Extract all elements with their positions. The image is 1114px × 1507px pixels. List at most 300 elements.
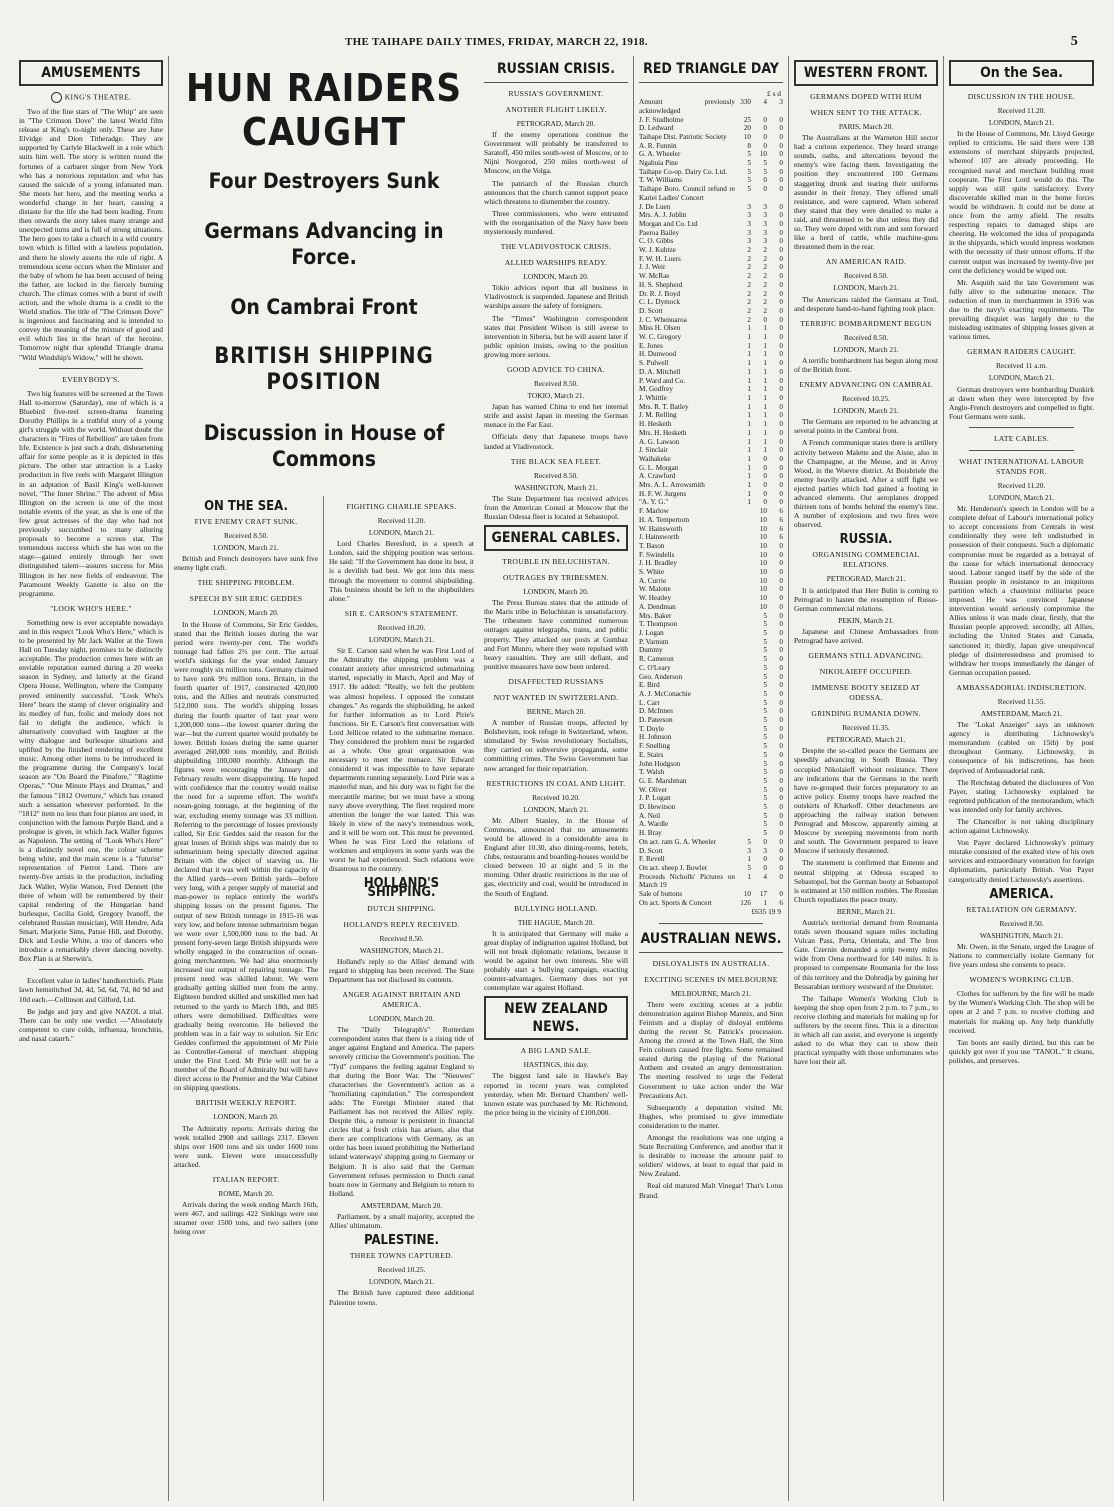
subscription-amount: 0 [779, 115, 783, 124]
subscription-amount: 1 [747, 428, 751, 437]
article-text: The "Lokal Anzeiger" says an unknown agency is distributing Lichnowsky's memorandum (cabled on 15th) by post throughout Germany. Lichnowsky, in consequence of his indiscretions, has been deprived of Ambassadorial rank. [949, 720, 1094, 775]
subscription-amount: 8 [747, 141, 751, 150]
subscriber-name: J. H. Bradley [639, 559, 677, 568]
subscription-amount [735, 760, 751, 769]
subscription-amount: 2 [763, 254, 767, 263]
subscriber-name: H. F. W. Jurgens [639, 489, 687, 498]
subscription-amount: 5 [763, 637, 767, 646]
subscription-amount: 1 [763, 324, 767, 333]
subhead: GERMANS DOPED WITH RUM [810, 92, 922, 101]
subscription-amount: 0 [779, 472, 783, 481]
subhead: RESTRICTIONS IN COAL AND LIGHT. [486, 778, 626, 788]
subscriber-name: Dr. R. J. Boyd [639, 289, 681, 298]
subscriber-name: T. Doyle [639, 724, 665, 733]
subscription-amount: 0 [779, 463, 783, 472]
subhead: TERRIFIC BOMBARDMENT BEGUN [800, 318, 932, 328]
subscription-row [639, 533, 783, 542]
subhead: DISCUSSION IN THE HOUSE. [967, 92, 1076, 101]
article-text: There were exciting scenes at a public demonstration against Bishop Mannix, and Sinn Feinism and a display of disloyal emblems during the recent St. Patrick's procession. Among the crowd at the Town Hall, the Sinn Fein colours caused free fights. Some remained seated during the playing of the National Anthem and created an angry demonstration. The meeting resolved to urge the Federal Government to take action under the War Precautions Act. [639, 999, 783, 1100]
deck-cambrai: On Cambrai Front [230, 295, 418, 319]
subscriber-name: F. Revell [639, 855, 665, 864]
subscription-amount: 0 [779, 211, 783, 220]
hollands-shipping-head: HOLLAND'S SHIPPING. [363, 876, 440, 901]
subscriber-name: C. O'Leary [639, 663, 671, 672]
subscription-amount: 0 [779, 576, 783, 585]
look-whos-here-text: Something new is ever acceptable nowadays and in this respect "Look Who's Here," which is to be presented by Mr Jack Waller at the Town Hall on Tuesday night, promises to be distinctly acceptable. The production comes here with an enviable reputation earned during a 20 weeks season in Sydney, and latterly at the Grand Opera House, Wellington, where the Company proved eminently successful. "Look Who's Here" bears the stamp of clever originality and its medley of fun, frolic and melody does not fail to delight the audience, which is alternatively convulsed with laughter at the witty dialogue and burlesque situations and uplifted by the finished rendering of excellent music. Among other items to be introduced in the programme during the Company's local season are "On Board the Pinafore," "Ragtime Operas," "One Minute Plays and Dramas," and the famous "1812 Overture," which has created such a sensation wherever performed. In the "1812" item no less than four pianos are used, in conjunction with the famous Purple Band, and a prologue is given, in which Jack Waller figures as Napoleon. The setting of "Look Who's Here" is a distinctly novel one, the colour scheme being white, and the main scene is a "futurist" representation of Pierrot Land. There are twenty-five artists in the production, including Jack Waller, Wylie Watson, Fred Dennett (the three of whom will be remembered by their capital rendering of the Hungarian band burlesque, Cecilia Gold, Gregory Ivanoff, the celebrated Russian musician), Will Hendre, Ada Smart, Marjorie Sims, Patsie Hill, and Dorothy, Dick and Leslie White, a trio of dancers who introduce a remarkably clever dancing novelty. Box Plan is at Sherwin's. [19, 617, 163, 964]
subscription-row [639, 594, 783, 603]
subhead: EXCITING SCENES IN MELBOURNE [644, 974, 778, 984]
received-time: Received 8.50. [223, 531, 269, 541]
subscription-row [639, 803, 783, 812]
subscription-row [639, 342, 783, 351]
subscription-amount: 0 [763, 498, 767, 507]
received-time: Received 8.50. [379, 933, 424, 943]
subscription-amount: 0 [779, 716, 783, 725]
subscription-amount: 6 [779, 533, 783, 542]
subscription-amount: 1 [763, 446, 767, 455]
subscriber-name: W. Oliver [639, 785, 668, 794]
subscription-amount: 5 [763, 620, 767, 629]
subscription-row [639, 777, 783, 786]
subscription-amount [735, 594, 751, 603]
subscription-amount: 0 [763, 115, 767, 124]
western-front-head: WESTERN FRONT. [794, 60, 938, 86]
subscription-amount: 0 [779, 568, 783, 577]
subscription-row [639, 699, 783, 708]
subscription-amount: 0 [779, 437, 783, 446]
subscription-amount: 0 [779, 863, 783, 872]
subscription-amount: 1 [747, 855, 751, 864]
article-text: In the House of Commons, Sir Eric Geddes, stated that the British losses during the war period were twenty-per cent. The world's tonnage had fallen 2½ per cent. The actual world's sinkings for the year ended January were roughly six million tons. Germany claimed to have sunk 9½ million tons. Britain, in the fourth quarter of 1917, constructed 420,000 tons, and the Allies and neutrals constructed 512,000 tons. The world's shipping losses during the fourth quarter of last year were 1,200,000 tons—the lowest quarter during the war—but the current quarter would probably be lower. British losses during the same quarter averaged 260,000 tons monthly, and British shipbuilding 100,000 monthly. Although the figures were encouraging the January and February results were disappointing. He hoped with confidence that the country would realise the need for a supreme effort. The world's ocean-going tonnage, at the beginning of the war, excluding enemy tonnage was 33 million. Referring to the percentage of losses previously called, Sir Eric Geddes said the reason for the great losses of British ships was mainly due to submarinism being specially directed against Britain with the object of starving us. He declared that it was well within the capacity of the Allied yards—even British yards—before very long, with a proper supply of material and man-power to replace entirely the world's shipping losses on the present figures. The output of new British tonnage in 1915-16 was very low, and before intense submarinism began we were over 1,500,000 tons to the bad. At present forty-seven large British shipyards were wholly engaged in the construction of ocean-going merchantmen. We had also enormously increased our output of repairing tonnage. The present need was skilled labour. We were gradually getting skilled men from the army. Eighteen hundred skilled and unskilled men had returned to the yards to March 18th, and 885 others were demobilised. Difficulties were gradually being overcome. He believed the problem was in a fair way to solution. Sir Eric Geddes confirmed the appointment of Mr Pirie as Controller-General of merchant shipping under the First Lord. Mr Pirie will not be a member of the Board of Admiralty but will have direct access to the Premier and the War Cabinet on shipping questions. [174, 619, 318, 1093]
subscriber-name: H. Johnson [639, 733, 672, 742]
red-triangle-head: RED TRIANGLE DAY [639, 60, 783, 83]
subscription-amount: 2 [747, 298, 751, 307]
nazol-ad: Be judge and jury and give NAZOL a trial. There can be only one verdict —"Absolutely competent to cure colds, influenza, bronchitis, and nasal catarrh." [19, 1006, 163, 1043]
australian-news-head: AUSTRALIAN NEWS. [639, 930, 783, 953]
subscription-row [639, 551, 783, 560]
subscription-amount: 0 [779, 280, 783, 289]
subscription-amount: 1 [747, 367, 751, 376]
subscription-amount: 0 [779, 246, 783, 255]
subscription-row [639, 133, 783, 142]
article-text: The statement is confirmed that Entente and neutral shipping at Odessa escaped to Sebastopol, but the German booty at Sebastopol is estimated at 150 million roubles. The Russian Church repudiates the peace treaty. [794, 858, 938, 904]
subscription-amount: 0 [779, 611, 783, 620]
subscription-row [639, 281, 783, 290]
subscription-amount: 6 [779, 524, 783, 533]
subhead: DISAFFECTED RUSSIANS [508, 676, 604, 686]
subscription-row [639, 446, 783, 455]
subscription-amount [735, 829, 751, 838]
subscription-row [639, 664, 783, 673]
subscription-amount: 10 [759, 568, 767, 577]
subhead: THE VLADIVOSTOCK CRISIS. [500, 242, 612, 252]
deck-commons: Discussion in House of Commons [203, 421, 445, 471]
subscriber-name: Proceeds Nicholls' Pictures on March 19 [639, 872, 735, 890]
subhead: RETALIATION ON GERMANY. [966, 904, 1077, 914]
article-text: Mr. Asquith said the late Government was fully alive to the submarine menace. The reduction of men in merchantmen in 1916 was due to the navy's exacting requirements. The prevailing disquiet was largely due to the misleading estimates of shipping losses given at various times. [949, 277, 1094, 342]
article-text: The Reichstag debated the disclosures of Von Payer, stating Lichnowsky explained he regretted publication of the memorandum, which was intended only for family archives. [949, 777, 1094, 814]
subscription-amount: 0 [779, 263, 783, 272]
subscription-row [639, 620, 783, 629]
subscription-amount: 0 [779, 411, 783, 420]
subscription-amount [735, 568, 751, 577]
subscription-row [639, 829, 783, 838]
article-text: The Americans raided the Germans at Toul, and desperate hand-to-hand fighting took place. [794, 294, 938, 313]
received-time: Received 10.20. [377, 622, 426, 632]
subscription-row [639, 838, 783, 847]
subscription-row [639, 646, 783, 655]
dateline: PETROGRAD, March 20. [516, 119, 596, 128]
subscription-row [639, 411, 783, 420]
subscriber-name: Mrs. A. L. Arrowsmith [639, 481, 705, 490]
dateline: LONDON, March 20. [523, 587, 589, 597]
subscriber-name: J. P. Logan [639, 794, 671, 803]
subscription-amount: 17 [759, 890, 767, 899]
subscription-amount: 0 [779, 202, 783, 211]
hun-raiders-section [169, 56, 479, 1501]
subscription-amount: 1 [763, 333, 767, 342]
subscription-row [639, 899, 783, 908]
tanol-ad: Tan boots are easily dirtied, but this can be quickly got over if you use "TANOL." It cleans, polishes, and preserves. [949, 1037, 1094, 1065]
deck-shipping: BRITISH SHIPPING POSITION [214, 344, 434, 395]
subscription-amount [735, 655, 751, 664]
subscription-row [639, 237, 783, 246]
subscription-amount: 1 [763, 898, 767, 907]
article-text: The Taihape Women's Working Club is keeping the shop open from 2 p.m. to 7 p.m., to receive clothing and materials for making up for sufferers by the recent fires. This is a direction in which all can assist, and everyone is urgently asked to do what they can to show their practical sympathy with those unfortunates who have lost their all. [794, 993, 938, 1067]
subhead: GERMANS STILL ADVANCING. [808, 651, 924, 661]
russian-crisis-column [479, 56, 634, 1501]
subscription-amount: 5 [763, 655, 767, 664]
article-text: Holland's reply to the Allies' demand with regard to shipping has been received. The State Department has not disclosed its contents. [329, 956, 474, 984]
subscriber-name: C. O. Gibbs [639, 237, 674, 246]
subscription-amount: 2 [763, 306, 767, 315]
subscription-row [639, 864, 783, 873]
subscription-amount [735, 777, 751, 786]
subscription-row [639, 855, 783, 864]
subscriber-name: C. L. Dymock [639, 298, 681, 307]
subscriber-name: E. Jones [639, 341, 663, 350]
subscription-row [639, 333, 783, 342]
deck-germans-advancing: Germans Advancing in Force. [204, 219, 444, 269]
subscription-amount: 2 [747, 315, 751, 324]
subscription-amount: 0 [779, 159, 783, 168]
subscription-amount: 0 [779, 776, 783, 785]
deck-destroyers: Four Destroyers Sunk [208, 169, 440, 193]
subscription-amount: 0 [779, 628, 783, 637]
subscription-amount: 3 [763, 211, 767, 220]
subscription-row [639, 681, 783, 690]
subscriber-name: Mrs. A. J. Joblin [639, 211, 687, 220]
subscription-amount: 0 [779, 855, 783, 864]
subscription-amount: 0 [779, 289, 783, 298]
subscription-amount: 1 [747, 481, 751, 490]
subscription-amount: 0 [779, 803, 783, 812]
subscription-amount [735, 542, 751, 551]
subscriber-name: On act. Sports & Concert [639, 898, 712, 907]
subscription-row [639, 394, 783, 403]
received-time: Received 10.25. [842, 394, 890, 404]
subscription-amount: 1 [763, 359, 767, 368]
geddes-speech: SPEECH BY SIR ERIC GEDDES [189, 594, 303, 604]
subscription-amount: 5 [763, 759, 767, 768]
article-text: It is anticipated that Herr Bulin is coming to Petrograd to hasten the resumption of Russo-German commercial relations. [794, 585, 938, 613]
subscriber-name: Sale of buttons [639, 890, 683, 899]
subscription-amount: 1 [763, 376, 767, 385]
nz-news-head: NEW ZEALAND NEWS. [484, 996, 628, 1040]
subscription-amount: 0 [779, 228, 783, 237]
subscription-amount: 0 [779, 768, 783, 777]
subscriber-name: J. De Luen [639, 202, 671, 211]
subscription-amount: 0 [779, 481, 783, 490]
dateline: LONDON, March 20. [523, 272, 589, 282]
subscription-amount: 2 [747, 246, 751, 255]
russia-head: RUSSIA. [839, 532, 893, 548]
subscription-amount: 0 [779, 750, 783, 759]
subscription-amount [735, 551, 751, 560]
subscription-row [639, 316, 783, 325]
subscription-amount: 1 [747, 489, 751, 498]
kings-theatre-head: KING'S THEATRE. [19, 92, 163, 103]
subscription-amount: 0 [779, 272, 783, 281]
dateline: BERNE, March 20. [526, 706, 586, 716]
article-text: In the House of Commons, Mr. Lloyd George replied to criticisms. He said there were 138 extensions of merchant shipyards projected, whereof 107 are already proceeding. He recognised naval and merchant building must cooperate. The First Lord would do this. The supply was still quite satisfactory. Every discoverable skilled man in the home forces would be withdrawn. It could not be done at once from the army afield. The results respecting repairs to damaged ships are cheering. He welcomed the idea of propaganda in the shipyards, which would impress workmen with the necessity of their utmost efforts. If the current output was increased by twenty-five per cent the deficiency would be wiped out. [949, 129, 1094, 275]
article-text: Amongst the resolutions was one urging a State Recruiting Conference, and another that it is desirable to increase the amount paid to soldiers' widows, at least to equal that paid in New Zealand. [639, 1132, 783, 1179]
subscription-amount: 0 [779, 454, 783, 463]
subscription-amount: 5 [747, 837, 751, 846]
subscription-row [639, 229, 783, 238]
article-text: The Press Bureau states that the attitude of the Maris tribe in Beluchistan is unsatisfactory. The tribesmen have committed numerous outrages against telegraphs, trains, and public property. They attacked our posts at Gumbaz and Fort Munro, where they were repulsed with heavy casualties. They are still defiant, and punitive measures have now been ordered. [484, 598, 628, 671]
subscription-row [639, 298, 783, 307]
subscription-amount: 5 [747, 150, 751, 159]
subscriber-name: F. W. H. Luers [639, 254, 681, 263]
subscriber-name: Morgan and Co. Ltd [639, 219, 698, 228]
article-text: A terrific bombardment has begun along most of the British front. [794, 355, 938, 374]
subscription-amount: 0 [763, 454, 767, 463]
subscriber-name: Mrs. R. T. Batley [639, 402, 689, 411]
subscription-row [639, 638, 783, 647]
subscription-row [639, 690, 783, 699]
page-number: 5 [1070, 34, 1078, 49]
subscriber-name: F. Swindells [639, 550, 675, 559]
dateline: LONDON, March 21. [523, 804, 589, 814]
subscription-amount [735, 507, 751, 516]
article-text: Despite the so-called peace the Germans are speedily advancing in South Russia. They occupied Nikolaieff without resistance. There are indications that the Germans in the north have re-grouped their forces preparatory to an active policy. Enemy troops have reached the outskirts of Kharkoff. Other detachments are approaching the railway station between Petrograd and Moscow, apparently aiming at Moscow by sweeping movements from north and south. The Government prepared to leave Moscow if seriously threatened. [794, 746, 938, 856]
subscription-amount: 0 [779, 733, 783, 742]
subscriber-name: P. Varnum [639, 637, 669, 646]
received-time: Received 8.50. [533, 378, 579, 388]
subscription-amount: 0 [779, 219, 783, 228]
subscription-row [639, 420, 783, 429]
subscription-amount: 0 [779, 185, 783, 194]
subscription-row [639, 707, 783, 716]
subscription-amount: 1 [763, 350, 767, 359]
subscription-amount: 10 [759, 507, 767, 516]
subscription-amount: 3 [747, 228, 751, 237]
subscription-amount: 0 [763, 855, 767, 864]
subscription-row [639, 159, 783, 168]
subscription-amount: 1 [763, 367, 767, 376]
subscription-amount: 0 [779, 594, 783, 603]
subscriber-name: W. J. Kuhtze [639, 246, 676, 255]
subscription-amount: 5 [763, 167, 767, 176]
article-text: The patriarch of the Russian church announces that the church cannot support peace which threatens to dismember the country. [484, 178, 628, 206]
subscription-row [639, 820, 783, 829]
subscriber-name: H. Bray [639, 829, 662, 838]
subscriber-name: A. Dendman [639, 602, 676, 611]
subscription-row [639, 185, 783, 202]
subscription-amount: 0 [779, 646, 783, 655]
subscription-row [639, 481, 783, 490]
subscription-row [639, 742, 783, 751]
subscription-amount: 0 [779, 890, 783, 899]
subscription-amount: 0 [763, 472, 767, 481]
subscription-amount: 1 [747, 376, 751, 385]
received-time: Received 11.20. [377, 516, 426, 525]
main-headline: HUN RAIDERS CAUGHT [185, 66, 463, 154]
subscription-amount: 3 [747, 202, 751, 211]
subscription-row [639, 377, 783, 386]
subscription-amount: 10 [759, 515, 767, 524]
subscription-row [639, 403, 783, 412]
subscription-amount: 0 [763, 837, 767, 846]
article-text: The Australians at the Warneton Hill sector had a curious experience. They heard strange sounds, oaths, and altercations beyond the enemy's wire facing them. Investigating the position they encountered 100 Germans staggering drunk and tearing their uniforms asunder in their frenzy. They offered small resistance, and were captured. When sobered they stated that they were detailed to make a raid, and threatened to be shot unless they did so. They were doped with rum and sent forward like a herd of cattle, while machine-guns threatened them in the rear. [794, 133, 938, 252]
subscription-amount: 5 [763, 785, 767, 794]
amount-header: £ s d [767, 89, 781, 98]
subscription-amount: 0 [779, 367, 783, 376]
subscriber-name: Amount previously acknowledged [639, 98, 735, 115]
article-text: Tokio advices report that all business in Vladivostock is suspended. Japanese and British warships assure the safety of foreigners. [484, 283, 628, 311]
subscriber-name: W. McRae [639, 272, 670, 281]
subscription-amount: 2 [747, 306, 751, 315]
subscriber-name: E. Stairs [639, 750, 664, 759]
subscription-amount [735, 533, 751, 542]
everybodys-head: EVERYBODY'S. [62, 374, 120, 384]
dateline: LONDON, March 21. [833, 344, 899, 354]
subscription-amount: 0 [763, 124, 767, 133]
subscription-amount: 0 [779, 350, 783, 359]
subscriber-name: D. Scott [639, 846, 663, 855]
subhead: AN AMERICAN RAID. [825, 257, 907, 267]
subscriber-name: H. A. Tempertom [639, 515, 690, 524]
general-cables-head: GENERAL CABLES. [484, 525, 628, 551]
subscription-amount: 1 [763, 402, 767, 411]
subscription-amount: 1 [747, 454, 751, 463]
dateline: WASHINGTON, March 21. [979, 930, 1064, 940]
subscriber-name: On act. ram G. A. Wheeler [639, 837, 716, 846]
subscription-amount: 1 [747, 394, 751, 402]
subscription-amount: 1 [747, 498, 751, 507]
article-text: Three commissioners, who were entrusted with the reorganisation of the Navy have been mysteriously murdered. [484, 208, 628, 237]
subscription-amount: 5 [763, 724, 767, 733]
subscriber-name: H. S. Shepherd [639, 280, 683, 289]
amusements-column [14, 56, 169, 1501]
received-time: Received 11.55. [997, 696, 1046, 706]
subscription-amount: 1 [763, 385, 767, 394]
subscription-amount: 1 [747, 463, 751, 472]
western-front-column [789, 56, 944, 1501]
subscription-amount: 5 [763, 829, 767, 838]
article-text: Austria's territorial demand from Roumania totals seven thousand square miles including Vulcan Pass, Porta, Orientala, and The Iron Gate. Czernin demanded a strip twenty miles wide from Oena northward for 140 miles. It is proposed to compensate Roumania for the loss of this territory and the Dobrudja by gaining her Bessarabian territory westward of the Dneister. [794, 918, 938, 991]
subscription-amount: 0 [779, 663, 783, 672]
subscription-amount [735, 803, 751, 812]
subscription-amount: 0 [763, 463, 767, 472]
subscription-total: £635 19 9 [751, 907, 781, 917]
subscription-amount: 0 [779, 176, 783, 185]
subscription-amount [735, 525, 751, 534]
subscriber-name: W. C. Gregory [639, 333, 682, 342]
subscription-row [639, 142, 783, 151]
subscription-row [639, 455, 783, 464]
look-whos-here-head: "LOOK WHO'S HERE." [50, 603, 132, 613]
subscription-amount: 0 [779, 829, 783, 838]
subscription-amount: 0 [779, 620, 783, 629]
article-text: Von Payer declared Lichnowsky's primary mistake consisted of the exalted view of his own services and extraordinary veneration for foreign diplomatists, particularly British. Von Payer categorically denied Lichnowsky's assertions. [949, 838, 1094, 884]
subscription-amount: 1 [763, 437, 767, 446]
subscription-amount: 5 [763, 689, 767, 698]
subscription-list [639, 98, 783, 907]
subscriber-name: F. Snelling [639, 742, 670, 751]
subscription-row [639, 490, 783, 499]
subhead: DISLOYALISTS IN AUSTRALIA. [652, 958, 770, 968]
subscription-amount: 0 [779, 254, 783, 263]
subscription-amount: 0 [779, 672, 783, 681]
subscription-amount: 5 [763, 628, 767, 637]
subscriber-name: Ngahuia Pine [639, 159, 678, 168]
subscription-amount: 0 [763, 315, 767, 324]
subscription-amount: 10 [759, 541, 767, 550]
article-text: The Admiralty reports: Arrivals during the week totalled 2908 and sailings 2317. Eleven ships over 1600 tons and six under 1600 tons were sunk. Eleven were unsuccessfully attacked. [174, 1123, 318, 1169]
subscription-row [639, 577, 783, 586]
subscription-amount: 0 [779, 637, 783, 646]
subscription-amount: 2 [747, 280, 751, 289]
subscription-amount: 10 [759, 559, 767, 568]
subscription-amount: 330 [740, 98, 751, 107]
subscriber-name: John Hodgson [639, 759, 681, 768]
subscription-row [639, 307, 783, 316]
subscription-amount: 5 [763, 698, 767, 707]
subscription-amount: 1 [763, 411, 767, 420]
carson-statement: SIR E. CARSON'S STATEMENT. [344, 608, 459, 618]
subscription-row [639, 612, 783, 621]
subscription-amount: 0 [779, 785, 783, 794]
article-text: Mr. Henderson's speech in London will be a complete defeat of Labour's international policy to accept concessions from Centrals in west conditionally they were left undisturbed in possession of their conquests. Such a diplomatic compromise must be regarded as a betrayal of the cause for which international democracy stood. Labour ranged itself by the side of the Russian people in resistance to an iniquitous partition which a chauvinist militarist peace imposed. He was convinced Japanese intervention would seriously compromise the Allies unless it was made clear, firstly, that the Russian people approved; secondly, all Allies, including the United States and Canada, sanctioned it; thirdly, Japan give unequivocal pledge of disinterestedness and promised to withdraw her troops immediately the danger of German occupation passed. [949, 504, 1094, 677]
subscription-row [639, 176, 783, 185]
article-text: A number of Russian troops, affected by Bolshevism, took refuge in Switzerland, where, stimulated by Swiss revolutionary Socialists, they carried on subversive propaganda, some committing crimes. The Swiss Government has now arranged for their repatriation. [484, 718, 628, 773]
subscription-amount: 20 [743, 124, 751, 133]
article-text: Parliament, by a small majority, accepted the Allies' ultimatum. [329, 1212, 474, 1231]
subscription-amount [735, 812, 751, 821]
subscription-row [639, 464, 783, 473]
hun-subcolumns [169, 496, 479, 1501]
article-text: The British have captured three additional Palestine towns. [329, 1288, 474, 1307]
received-time: Received 8.50. [533, 470, 579, 480]
article-text: German destroyers were bombarding Dunkirk at dawn when they were intercepted by five Anglo-French destroyers and compelled to fight. Four Germans were sunk. [949, 384, 1094, 421]
subscription-amount [735, 768, 751, 777]
subscriber-name: J. Sinclair [639, 446, 668, 455]
article-text: Subsequently a deputation visited Mr. Hughes, who promised to give immediate consideration to the matter. [639, 1102, 783, 1130]
subscriber-name: Geo. Anderson [639, 672, 683, 681]
subscription-row [639, 890, 783, 899]
subscriber-name: J. Hainsworth [639, 533, 679, 542]
article-text: Officials deny that Japanese troops have landed at Vladivostock. [484, 432, 628, 451]
dateline: PARIS, March 20. [838, 122, 894, 131]
subscription-amount: 4 [763, 98, 767, 107]
subscription-amount: 2 [747, 254, 751, 263]
on-the-sea-right-column [944, 56, 1099, 1501]
subscription-amount: 3 [747, 219, 751, 228]
subscription-amount: 0 [779, 315, 783, 324]
subscriber-name: Waihakeke [639, 454, 671, 463]
